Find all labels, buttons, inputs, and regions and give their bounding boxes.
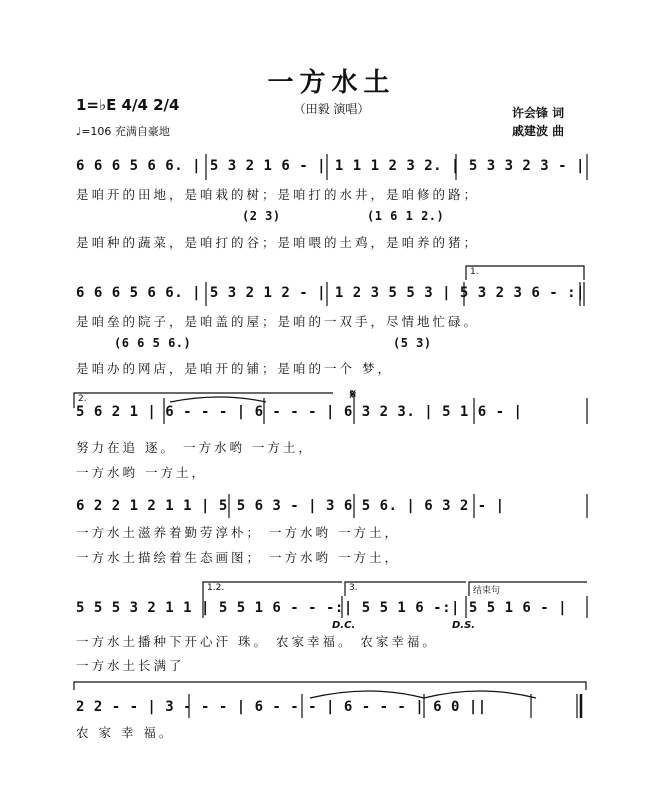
lyric-row-4b: 一方水土描绘着生态画图； 一方水哟 一方土， <box>76 550 400 565</box>
lyric-row-3b: 一方水哟 一方土， <box>76 465 207 480</box>
volta-ending: 结束句 <box>473 586 501 596</box>
lyric-row-2b: 是咱办的网店，是咱开的铺；是咱的一个 梦， <box>76 361 393 376</box>
da-capo-mark: D.C. <box>332 620 356 631</box>
notes-row-1: 6 6 6 5 6 6. | 5 3 2 1 6 - | 1 1 1 2 3 2. | 5 3 3 2 3 - | <box>76 158 585 174</box>
lyric-row-1a: 是咱开的田地，是咱栽的树；是咱打的水井，是咱修的路； <box>76 187 480 202</box>
notes-row-3: 5 6 2 1 | 6 - - - | 6 - - - | 6 3 2 3. | 5 1 6 - | <box>76 404 523 420</box>
lyric-row-3a: 努力在追 逐。 一方水哟 一方土， <box>76 440 314 455</box>
tempo-marking: ♩=106 充满自豪地 <box>76 125 170 138</box>
dal-segno-mark: D.S. <box>452 620 476 631</box>
lyric-row-1b: 是咱种的蔬菜，是咱打的谷；是咱喂的土鸡，是咱养的猪； <box>76 235 480 250</box>
volta-1-2: 1.2. <box>207 583 225 593</box>
notes-row-4: 6 2 2 1 2 1 1 | 5 5 6 3 - | 3 6 5 6. | 6 3 2 - | <box>76 498 505 514</box>
lyric-row-5a: 一方水土播种下开心汗 珠。 农家幸福。 农家幸福。 <box>76 634 438 649</box>
lyric-row-4a: 一方水土滋养着勤劳淳朴； 一方水哟 一方土， <box>76 525 400 540</box>
volta-1: 1. <box>470 267 479 277</box>
volta-3: 3. <box>349 583 358 593</box>
key-signature: 1=♭E 4/4 2/4 <box>76 96 180 114</box>
lyricist-credit: 许会锋 词 <box>512 106 565 120</box>
notes-row-5: 5 5 5 3 2 1 1 | 5 5 1 6 - - -:| 5 5 1 6 -:| 5 5 1 6 - | <box>76 600 568 616</box>
variant-row-1b: (1 6 1 2.) <box>367 209 445 223</box>
volta-2: 2. <box>78 394 87 404</box>
lyric-row-2a: 是咱垒的院子，是咱盖的屋；是咱的一双手，尽情地忙碌。 <box>76 314 480 329</box>
composer-credit: 戚建波 曲 <box>512 124 565 138</box>
variant-row-2a: (6 6 5 6.) <box>114 336 192 350</box>
lyric-row-5b: 一方水土长满了 <box>76 658 185 673</box>
notes-row-2: 6 6 6 5 6 6. | 5 3 2 1 2 - | 1 2 3 5 5 3 | 5 3 2 3 6 - :| <box>76 285 585 301</box>
song-title: 一方水土 <box>267 68 396 98</box>
segno-sign: 𝄋 <box>350 387 357 403</box>
variant-row-1a: (2 3) <box>242 209 281 223</box>
variant-row-2b: (5 3) <box>393 336 432 350</box>
notes-row-6: 2 2 - - | 3 - - - | 6 - - - | 6 - - - | 6 0 || <box>76 699 487 715</box>
performer-subtitle: （田毅 演唱） <box>293 102 370 116</box>
lyric-row-6: 农 家 幸 福。 <box>76 725 175 740</box>
